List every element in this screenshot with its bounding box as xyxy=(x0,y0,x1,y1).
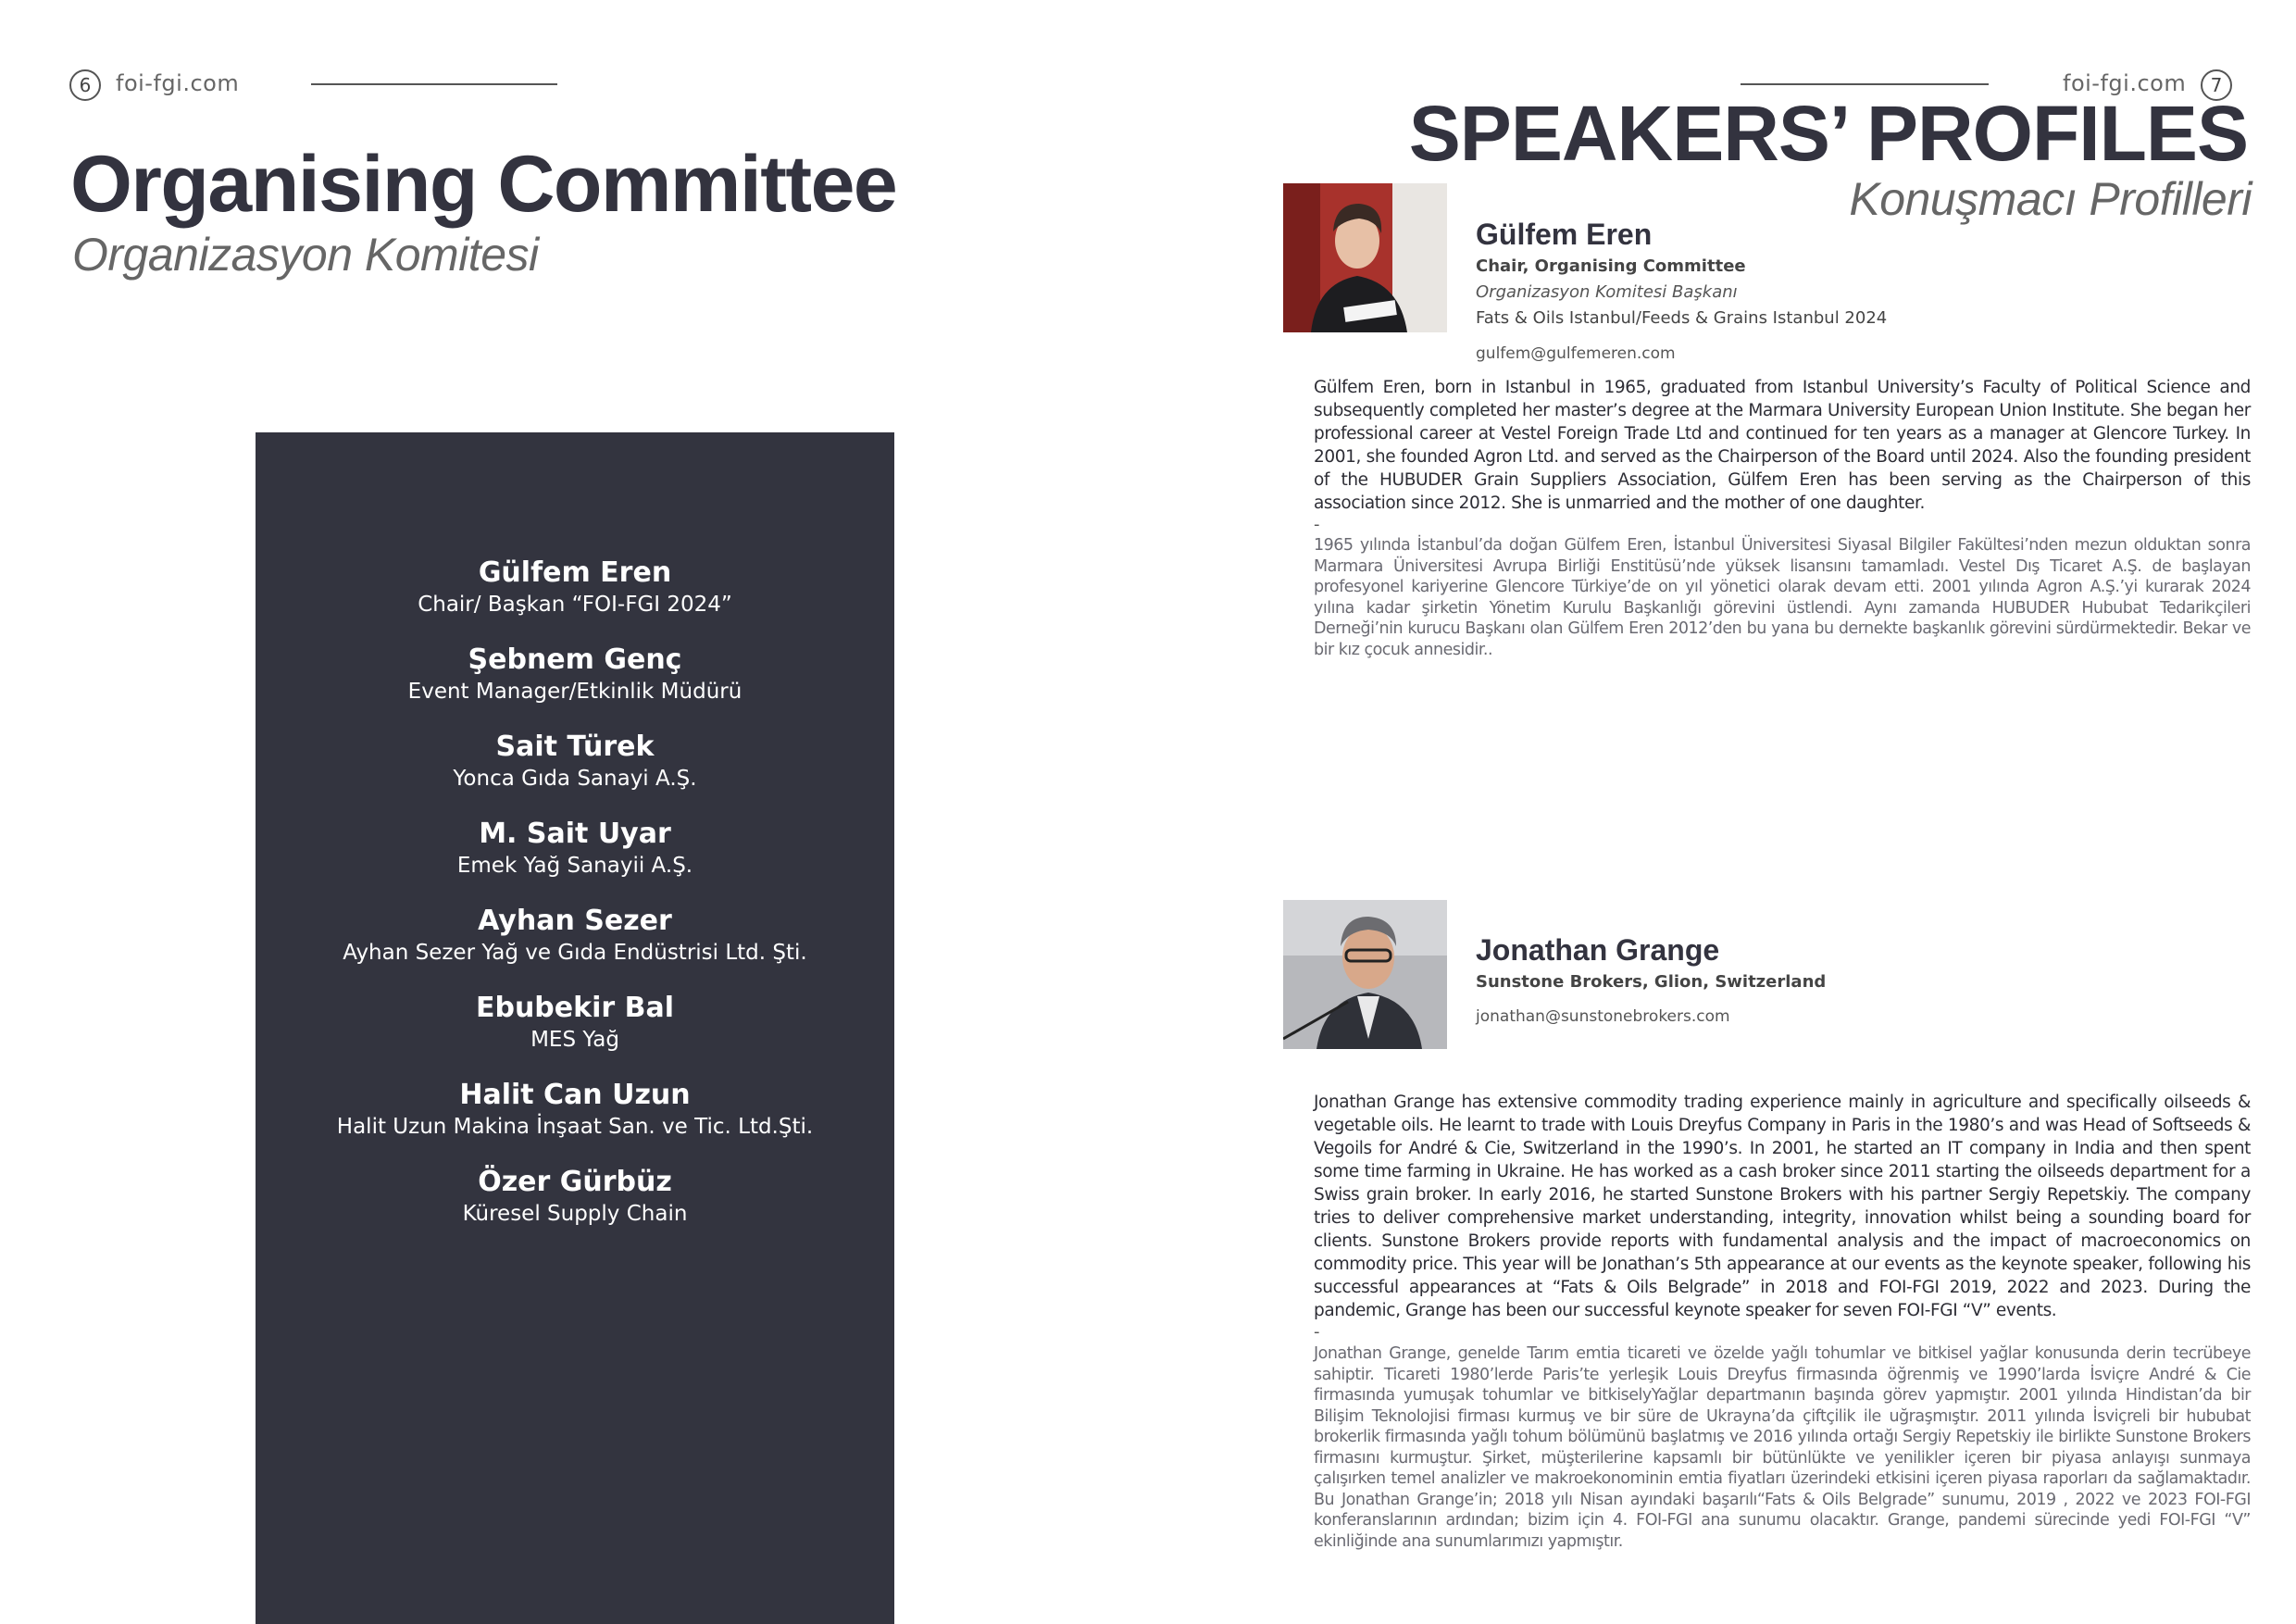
member-role: Yonca Gıda Sanayi A.Ş. xyxy=(453,767,697,791)
speaker-bio-tr: 1965 yılında İstanbul’da doğan Gülfem Eren, İstanbul Üniversitesi Siyasal Bilgiler Fakültesi’nden mezun olduktan sonra Marmara Üniversitesi Avrupa Birliği Enstitüsü’nde yüksek lisansını tamamladı. Vestel Dış Ticaret A.Ş. de başlayan profesyonel kariyerine Glencore Türkiye’de on yıl yönetici olarak devam etti. 2001 yılında Agron A.Ş.’yi kurarak 2024 yılına kadar şirketin Yönetim Kurulu Başkanlığı görevini üstlendi. Aynı zamanda HUBUDER Hububat Tedarikçileri Derneği’nin kurucu Başkanı olan Gülfem Eren 2012’den bu yana bu dernekte başkanlık görevini sürdürmektedir. Bekar ve bir kız çocuk annesidir.. xyxy=(1314,536,2251,659)
member-role: Ayhan Sezer Yağ ve Gıda Endüstrisi Ltd. Şti. xyxy=(343,941,807,965)
committee-member xyxy=(256,731,894,793)
site-url-left[interactable]: foi-fgi.com xyxy=(116,70,240,96)
member-name: Özer Gürbüz xyxy=(478,1166,672,1198)
speaker-bio-en: Gülfem Eren, born in Istanbul in 1965, graduated from Istanbul University’s Faculty of Political Science and subsequently completed her master’s degree at the Marmara University European Union Institute. She began her professional career at Vestel Foreign Trade Ltd and continued for ten years as a manager at Glencore Turkey. In 2001, she founded Agron Ltd. and served as the Chairperson of the Board until 2024. Also the founding president of the HUBUDER Grain Suppliers Association, Gülfem Eren has been serving as the Chairperson of this association since 2012. She is unmarried and the mother of one daughter. xyxy=(1314,378,2251,513)
speaker-photo-jonathan-grange xyxy=(1283,900,1447,1049)
speaker-name: Jonathan Grange xyxy=(1476,933,1720,967)
portrait-image xyxy=(1283,900,1447,1049)
page-subtitle: Organizasyon Komitesi xyxy=(72,229,539,281)
member-name: Ebubekir Bal xyxy=(475,992,674,1024)
bio-separator: - xyxy=(1314,1322,1320,1342)
member-role: Chair/ Başkan “FOI-FGI 2024” xyxy=(418,593,732,617)
member-name: M. Sait Uyar xyxy=(479,818,671,850)
member-name: Gülfem Eren xyxy=(478,556,672,589)
committee-member xyxy=(256,1166,894,1229)
speakers-title: SPEAKERS’ PROFILES xyxy=(1408,90,2248,177)
speaker-bio-en: Jonathan Grange has extensive commodity trading experience mainly in agriculture and specifically oilseeds & vegetable oils. He learnt to trade with Louis Dreyfus Company in Paris in the 1980’s and was Head of Softseeds & Vegoils for André & Cie, Switzerland in the 1990’s. In 2001, he started an IT company in India and then spent some time farming in Ukraine. He has worked as a cash broker since 2011 starting the oilseeds department for a Swiss grain broker. In early 2016, he started Sunstone Brokers with his partner Sergiy Repetskiy. The company tries to deliver comprehensive market understanding, integrity, innovation whilst being a sounding board for clients. Sunstone Brokers provide reports with fundamental analysis and the impact of macroeconomics on commodity price. This year will be Jonathan’s 5th appearance at our events as the keynote speaker, following his successful appearances at “Fats & Oils Belgrade” in 2018 and FOI-FGI 2019, 2022 and 2023. During the pandemic, Grange has been our successful keynote speaker for seven FOI-FGI “V” events. xyxy=(1314,1093,2251,1320)
header-divider-left xyxy=(311,83,557,85)
member-role: MES Yağ xyxy=(530,1028,619,1052)
page-number-right: 7 xyxy=(2201,69,2232,101)
page-number-left: 6 xyxy=(69,69,101,101)
committee-panel xyxy=(256,432,894,1624)
member-name: Şebnem Genç xyxy=(468,643,682,676)
committee-member xyxy=(256,818,894,881)
site-url-right[interactable]: foi-fgi.com xyxy=(2063,70,2187,96)
speaker-email[interactable]: gulfem@gulfemeren.com xyxy=(1476,344,1676,363)
speaker-role: Chair, Organising Committee xyxy=(1476,256,1746,276)
header-divider-right xyxy=(1741,83,1989,85)
speaker-organization: Fats & Oils Istanbul/Feeds & Grains Istanbul 2024 xyxy=(1476,308,1888,328)
portrait-image xyxy=(1283,183,1447,332)
member-name: Ayhan Sezer xyxy=(478,905,672,937)
speaker-role: Sunstone Brokers, Glion, Switzerland xyxy=(1476,972,1827,992)
committee-member xyxy=(256,905,894,968)
speaker-role-tr: Organizasyon Komitesi Başkanı xyxy=(1476,282,1738,302)
speaker-bio-tr: Jonathan Grange, genelde Tarım emtia ticareti ve özelde yağlı tohumlar ve bitkisel yağlar konusunda derin tecrübeye sahiptir. Ticareti 1980’lerde Paris’te yerleşik Louis Dreyfus firmasında öğrenmiş ve 1990’larda İsviçre André & Cie firmasında yumuşak tohumlar ve bitkiselyYağlar departmanın başında görev yapmıştır. 2001 yılında Hindistan’da bir Bilişim Teknolojisi firması kurmuş ve bir süre de Ukrayna’da çiftçilik ile uğraşmıştır. 2011 yılında İsviçreli bir hububat brokerlik firmasında yağlı tohum bölümünü başlatmış ve 2016 yılında ortağı Sergiy Repetskiy ile birlikte Sunstone Brokers firmasını kurmuştur. Şirket, müşterilerine kapsamlı bir bütünlükte ve yenilikler içeren bir piyasa anlayışı sunmaya çalışırken temel analizler ve makroekonominin emtia fiyatları üzerindeki etkisini içeren piyasa raporları da sağlamaktadır. Bu Jonathan Grange’in; 2018 yılı Nisan ayındaki başarılı“Fats & Oils Belgrade” sunumu, 2019 , 2022 ve 2023 FOI-FGI konferanslarının ardından; bizim için 4. FOI-FGI ana sunumu olacaktır. Grange, pandemi sürecinde yedi FOI-FGI “V” ekinliğinde ana sunumlarımızı yapmıştır. xyxy=(1314,1344,2251,1551)
member-role: Event Manager/Etkinlik Müdürü xyxy=(407,680,742,704)
speaker-name: Gülfem Eren xyxy=(1476,218,1653,251)
committee-member xyxy=(256,992,894,1055)
member-role: Halit Uzun Makina İnşaat San. ve Tic. Ltd.Şti. xyxy=(336,1115,814,1139)
speaker-photo-gulfem-eren xyxy=(1283,183,1447,332)
member-name: Halit Can Uzun xyxy=(459,1079,691,1111)
committee-member xyxy=(256,643,894,706)
member-name: Sait Türek xyxy=(495,731,655,763)
member-role: Küresel Supply Chain xyxy=(462,1202,688,1226)
page-title: Organising Committee xyxy=(70,140,897,229)
speaker-email[interactable]: jonathan@sunstonebrokers.com xyxy=(1476,1007,1730,1026)
member-role: Emek Yağ Sanayii A.Ş. xyxy=(456,854,693,878)
speakers-subtitle: Konuşmacı Profilleri xyxy=(1849,173,2252,225)
committee-member xyxy=(256,1079,894,1142)
committee-member xyxy=(256,556,894,619)
bio-separator: - xyxy=(1314,515,1320,534)
